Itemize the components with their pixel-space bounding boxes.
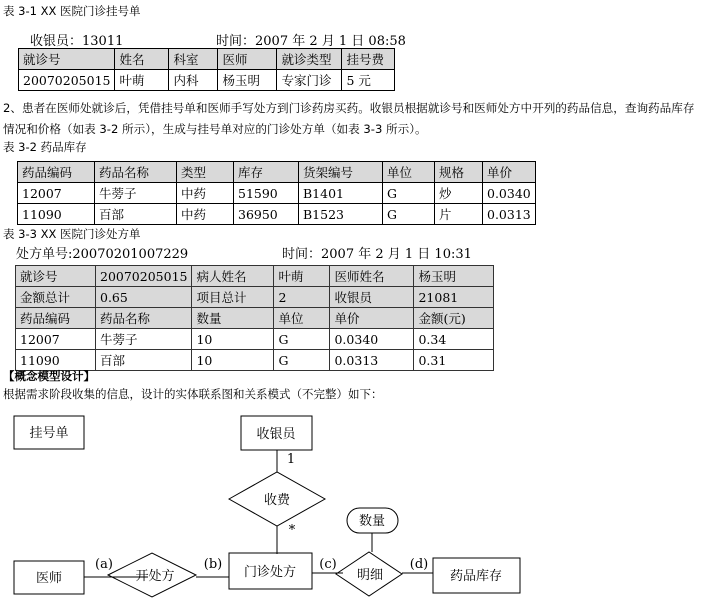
table-cell: 百部 — [96, 350, 192, 371]
entity-doctor-label: 医师 — [35, 571, 63, 586]
header-cell: 单位 — [383, 162, 435, 183]
table-cell: 0.0313 — [330, 350, 414, 371]
table-cell: 内科 — [169, 70, 218, 91]
header-cell: 类型 — [177, 162, 234, 183]
header-cell: 就诊号 — [19, 49, 115, 70]
table-cell: 杨玉明 — [414, 266, 494, 287]
entity-cashier-label: 收银员 — [256, 427, 296, 442]
table-cell: 片 — [435, 204, 483, 225]
table-cell: 叶萌 — [274, 266, 330, 287]
blank-a-label: (a) — [95, 557, 113, 572]
table-cell: 就诊号 — [16, 266, 96, 287]
table-cell: B1523 — [299, 204, 383, 225]
table-cell: 0.65 — [96, 287, 192, 308]
table-cell: 20070205015 — [96, 266, 192, 287]
table-cell: G — [383, 183, 435, 204]
table-cell: 牛蒡子 — [96, 329, 192, 350]
header-cell: 药品名称 — [95, 162, 177, 183]
table-3-1-caption: 表 3-1 XX 医院门诊挂号单 — [3, 4, 141, 18]
table-cell: 0.31 — [414, 350, 494, 371]
table-cell: 36950 — [234, 204, 299, 225]
table-cell: G — [274, 350, 330, 371]
table-cell: 2 — [274, 287, 330, 308]
header-cell: 药品名称 — [96, 308, 192, 329]
table-cell: 中药 — [177, 183, 234, 204]
table-cell: 金额总计 — [16, 287, 96, 308]
blank-b-label: (b) — [203, 557, 223, 572]
entity-stock-label: 药品库存 — [449, 569, 503, 584]
header-cell: 规格 — [435, 162, 483, 183]
table-3-3-caption: 表 3-3 XX 医院门诊处方单 — [3, 227, 141, 241]
blank-d-label: (d) — [409, 557, 429, 572]
table-3-2-caption: 表 3-2 药品库存 — [3, 140, 87, 154]
blank-c-label: (c) — [319, 557, 337, 572]
header-cell: 库存 — [234, 162, 299, 183]
table-cell: 11090 — [18, 204, 95, 225]
header-cell: 医师 — [218, 49, 277, 70]
table-cell: 12007 — [18, 183, 95, 204]
table-cell: 专家门诊 — [277, 70, 342, 91]
header-cell: 药品编码 — [16, 308, 96, 329]
header-cell: 金额(元) — [414, 308, 494, 329]
table-cell: 0.0313 — [483, 204, 536, 225]
relation-prescribe-label: 开处方 — [135, 569, 175, 584]
table-cell: 中药 — [177, 204, 234, 225]
entity-prescription-label: 门诊处方 — [243, 565, 297, 580]
table-cell: 12007 — [16, 329, 96, 350]
header-cell: 挂号费 — [342, 49, 395, 70]
cardinality-many: * — [288, 523, 296, 538]
table-cell: 牛蒡子 — [95, 183, 177, 204]
header-cell: 药品编码 — [18, 162, 95, 183]
concept-intro: 根据需求阶段收集的信息，设计的实体联系图和关系模式（不完整）如下： — [3, 387, 383, 401]
header-cell: 单价 — [330, 308, 414, 329]
table-cell: 11090 — [16, 350, 96, 371]
header-cell: 科室 — [169, 49, 218, 70]
table-cell: 百部 — [95, 204, 177, 225]
table-cell: 杨玉明 — [218, 70, 277, 91]
paragraph-line-1: 2、患者在医师处就诊后，凭借挂号单和医师手写处方到门诊药房买药。收银员根据就诊号和医师处方中开列的药品信息，查询药品库存 — [3, 101, 695, 115]
table-cell: 叶萌 — [115, 70, 169, 91]
table-cell: 病人姓名 — [192, 266, 274, 287]
paragraph-line-2: 情况和价格（如表 3-2 所示），生成与挂号单对应的门诊处方单（如表 3-3 所示）。 — [3, 122, 427, 136]
table-cell: G — [274, 329, 330, 350]
table-cell: 医师姓名 — [330, 266, 414, 287]
table-cell: 5 元 — [342, 70, 395, 91]
cardinality-one: 1 — [286, 452, 296, 467]
header-cell: 单位 — [274, 308, 330, 329]
relation-charge-label: 收费 — [263, 493, 291, 508]
header-cell: 就诊类型 — [277, 49, 342, 70]
header-cell: 数量 — [192, 308, 274, 329]
table-cell: 炒 — [435, 183, 483, 204]
table-cell: 0.0340 — [483, 183, 536, 204]
table-cell: 0.34 — [414, 329, 494, 350]
table-cell: 21081 — [414, 287, 494, 308]
attribute-quantity-label: 数量 — [358, 514, 386, 529]
relation-detail-label: 明细 — [356, 568, 384, 583]
table-cell: 0.0340 — [330, 329, 414, 350]
register-time: 时间：2007 年 2 月 1 日 08:58 — [216, 34, 406, 49]
table-cell: 20070205015 — [19, 70, 115, 91]
table-cell: 10 — [192, 329, 274, 350]
cashier-label: 收银员：13011 — [30, 34, 124, 49]
concept-heading: 【概念模型设计】 — [3, 369, 95, 383]
table-cell: 10 — [192, 350, 274, 371]
table-cell: B1401 — [299, 183, 383, 204]
table-cell: 收银员 — [330, 287, 414, 308]
prescription-number: 处方单号:20070201007229 — [16, 247, 189, 262]
table-cell: G — [383, 204, 435, 225]
prescription-time: 时间：2007 年 2 月 1 日 10:31 — [282, 247, 472, 262]
table-cell: 51590 — [234, 183, 299, 204]
header-cell: 姓名 — [115, 49, 169, 70]
entity-guahao-label: 挂号单 — [29, 426, 69, 441]
header-cell: 单价 — [483, 162, 536, 183]
header-cell: 货架编号 — [299, 162, 383, 183]
table-cell: 项目总计 — [192, 287, 274, 308]
